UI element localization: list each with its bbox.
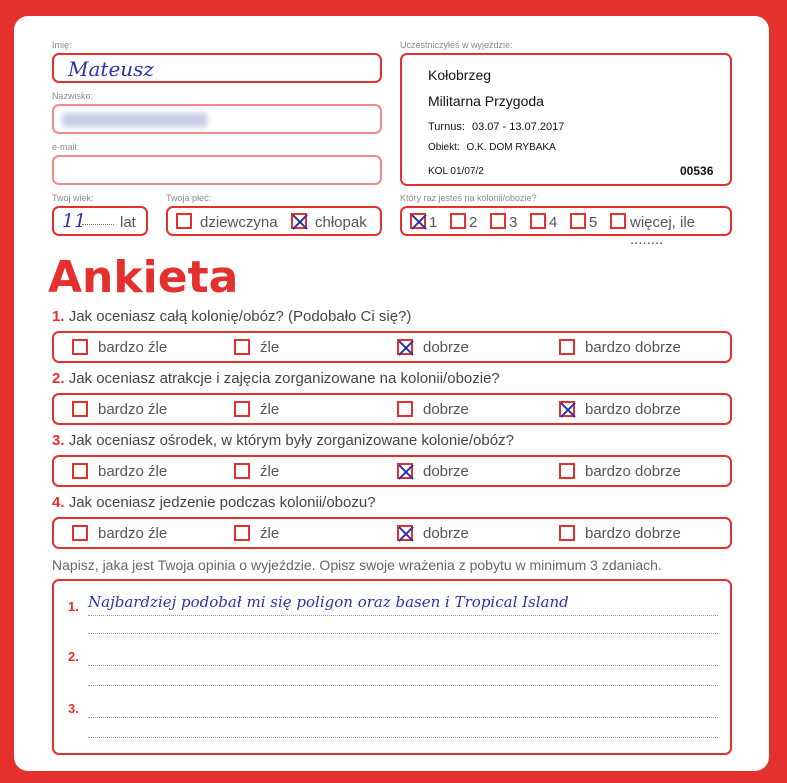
times-option-2: 2 — [469, 214, 478, 231]
q2-option-very-good: bardzo dobrze — [585, 401, 681, 418]
opinion-dotline — [88, 717, 718, 718]
opinion-line-1-number: 1. — [68, 599, 79, 614]
q4-checkbox-bad[interactable] — [234, 525, 250, 541]
times-option-more: więcej, ile ........ — [630, 214, 696, 248]
gender-field — [166, 206, 382, 236]
gender-checkbox-boy[interactable] — [291, 213, 307, 229]
opinion-dotline — [88, 737, 718, 738]
gender-option-boy: chłopak — [315, 214, 367, 231]
age-value: 11 — [62, 210, 87, 232]
question-4-text: Jak oceniasz jedzenie podczas kolonii/obozu? — [68, 494, 376, 511]
q4-option-very-good: bardzo dobrze — [585, 525, 681, 542]
obiekt-value: O.K. DOM RYBAKA — [466, 142, 556, 153]
opinion-box[interactable] — [52, 579, 732, 755]
q1-option-good: dobrze — [423, 339, 469, 356]
question-2-number: 2. — [52, 370, 65, 387]
trip-card — [400, 53, 732, 186]
question-1 — [52, 308, 411, 325]
q3-checkbox-good[interactable] — [397, 463, 413, 479]
q3-option-good: dobrze — [423, 463, 469, 480]
question-2-options — [52, 393, 732, 425]
opinion-dotline — [88, 633, 718, 634]
q2-option-very-bad: bardzo źle — [98, 401, 168, 418]
question-2 — [52, 370, 500, 387]
surname-field[interactable] — [52, 104, 382, 134]
gender-label: Twoja płeć: — [166, 193, 212, 203]
obiekt-label: Obiekt: — [428, 142, 460, 153]
trip-number: 00536 — [680, 164, 714, 178]
trip-code: KOL 01/07/2 — [428, 166, 484, 177]
q2-checkbox-good[interactable] — [397, 401, 413, 417]
opinion-line-3-number: 3. — [68, 701, 79, 716]
name-value: Mateusz — [68, 57, 154, 81]
q3-checkbox-very-bad[interactable] — [72, 463, 88, 479]
turnus-value: 03.07 - 13.07.2017 — [471, 121, 565, 133]
q4-option-bad: źle — [260, 525, 280, 542]
q1-option-very-bad: bardzo źle — [98, 339, 168, 356]
age-field[interactable] — [52, 206, 148, 236]
times-option-3: 3 — [509, 214, 518, 231]
question-3-options — [52, 455, 732, 487]
q4-option-very-bad: bardzo źle — [98, 525, 168, 542]
q1-option-bad: źle — [260, 339, 280, 356]
q3-option-very-bad: bardzo źle — [98, 463, 168, 480]
q1-option-very-good: bardzo dobrze — [585, 339, 681, 356]
q3-checkbox-bad[interactable] — [234, 463, 250, 479]
q3-checkbox-very-good[interactable] — [559, 463, 575, 479]
times-checkbox-2[interactable] — [450, 213, 466, 229]
question-3-text: Jak oceniasz ośrodek, w którym były zorganizowane kolonie/obóz? — [68, 432, 514, 449]
times-label: Który raz jesteś na kolonii/obozie? — [400, 193, 537, 203]
q2-option-good: dobrze — [423, 401, 469, 418]
opinion-dotline — [88, 665, 718, 666]
q2-checkbox-very-good[interactable] — [559, 401, 575, 417]
question-1-number: 1. — [52, 308, 65, 325]
times-field — [400, 206, 732, 248]
trip-label: Uczestniczyłeś w wyjeździe: — [400, 40, 513, 50]
q1-checkbox-bad[interactable] — [234, 339, 250, 355]
times-option-5: 5 — [589, 214, 598, 231]
turnus-label: Turnus: — [428, 121, 465, 133]
opinion-dotline — [88, 685, 718, 686]
opinion-line-1-text: Najbardziej podobał mi się poligon oraz basen i Tropical Island — [88, 593, 569, 611]
question-3 — [52, 432, 514, 449]
question-2-text: Jak oceniasz atrakcje i zajęcia zorganizowane na kolonii/obozie? — [68, 370, 500, 387]
q4-checkbox-very-bad[interactable] — [72, 525, 88, 541]
question-4-number: 4. — [52, 494, 65, 511]
times-checkbox-3[interactable] — [490, 213, 506, 229]
q4-option-good: dobrze — [423, 525, 469, 542]
times-option-1: 1 — [429, 214, 438, 231]
trip-obiekt — [428, 142, 556, 153]
trip-city: Kołobrzeg — [428, 67, 492, 83]
surname-label: Nazwisko: — [52, 91, 94, 101]
surname-redacted — [62, 113, 207, 127]
name-label: Imię: — [52, 40, 72, 50]
question-1-text: Jak oceniasz całą kolonię/obóz? (Podobało Ci się?) — [68, 308, 412, 325]
q4-checkbox-very-good[interactable] — [559, 525, 575, 541]
opinion-dotline — [88, 615, 718, 616]
question-3-number: 3. — [52, 432, 65, 449]
email-label: e-mail: — [52, 142, 80, 152]
trip-turnus — [428, 121, 564, 133]
opinion-prompt: Napisz, jaka jest Twoja opinia o wyjeździe. Opisz swoje wrażenia z pobytu w minimum 3 zdaniach. — [52, 557, 662, 573]
survey-title: Ankieta — [48, 252, 239, 303]
form-sheet — [14, 16, 769, 771]
q2-option-bad: źle — [260, 401, 280, 418]
q3-option-very-good: bardzo dobrze — [585, 463, 681, 480]
times-checkbox-4[interactable] — [530, 213, 546, 229]
age-unit: lat — [120, 214, 136, 231]
name-field[interactable] — [52, 53, 382, 83]
times-checkbox-5[interactable] — [570, 213, 586, 229]
q1-checkbox-very-bad[interactable] — [72, 339, 88, 355]
gender-checkbox-girl[interactable] — [176, 213, 192, 229]
gender-option-girl: dziewczyna — [200, 214, 278, 231]
times-checkbox-1[interactable] — [410, 213, 426, 229]
question-4 — [52, 494, 376, 511]
trip-program: Militarna Przygoda — [428, 93, 544, 109]
q2-checkbox-very-bad[interactable] — [72, 401, 88, 417]
age-label: Twój wiek: — [52, 193, 94, 203]
q4-checkbox-good[interactable] — [397, 525, 413, 541]
email-field[interactable] — [52, 155, 382, 185]
age-dots — [82, 224, 114, 225]
q1-checkbox-good[interactable] — [397, 339, 413, 355]
opinion-line-2-number: 2. — [68, 649, 79, 664]
q1-checkbox-very-good[interactable] — [559, 339, 575, 355]
q2-checkbox-bad[interactable] — [234, 401, 250, 417]
question-4-options — [52, 517, 732, 549]
q3-option-bad: źle — [260, 463, 280, 480]
times-checkbox-more[interactable] — [610, 213, 626, 229]
times-option-4: 4 — [549, 214, 558, 231]
question-1-options — [52, 331, 732, 363]
